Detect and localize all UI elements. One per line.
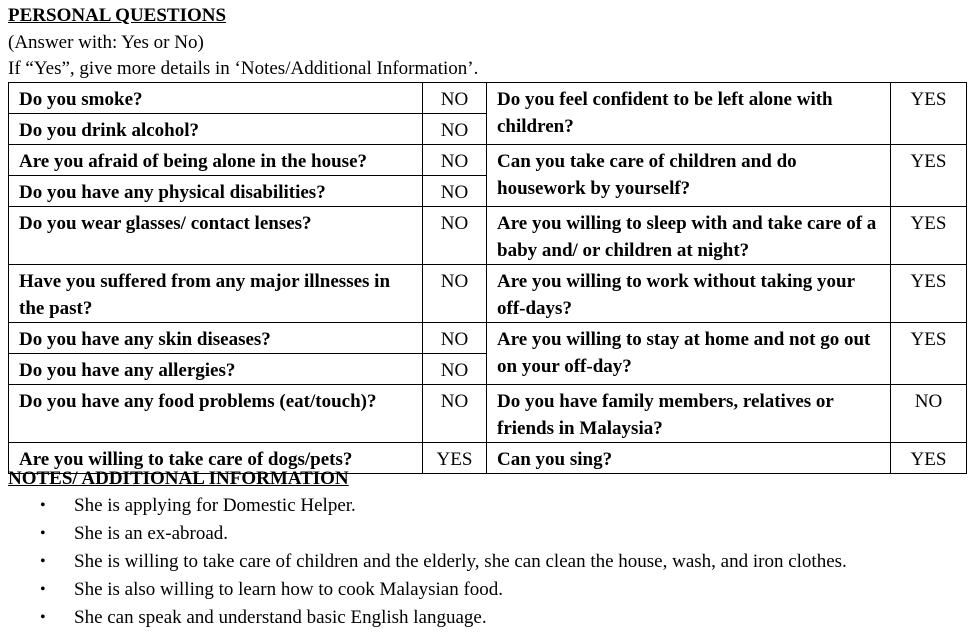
list-item (8, 548, 847, 576)
question-children-housework: Can you take care of children and do housework by yourself? (487, 145, 891, 207)
personal-questions-heading: PERSONAL QUESTIONS (8, 5, 227, 26)
table-row (9, 83, 967, 114)
bullet-icon: • (40, 525, 46, 542)
answer-afraid-alone: NO (423, 145, 487, 176)
table-row (9, 323, 967, 354)
answer-children-housework: YES (891, 145, 967, 207)
answer-instruction: (Answer with: Yes or No) (8, 32, 204, 53)
answer-alcohol: NO (423, 114, 487, 145)
personal-questions-table (8, 82, 967, 474)
answer-smoke: NO (423, 83, 487, 114)
answer-pets: YES (423, 443, 487, 474)
details-instruction: If “Yes”, give more details in ‘Notes/Additional Information’. (8, 58, 479, 79)
list-item (8, 492, 847, 520)
question-disabilities: Do you have any physical disabilities? (9, 176, 423, 207)
table-row (9, 265, 967, 323)
notes-list (8, 492, 847, 632)
question-sing: Can you sing? (487, 443, 891, 474)
list-item (8, 576, 847, 604)
note-text: She is willing to take care of children and the elderly, she can clean the house, wash, and iron clothes. (74, 551, 847, 572)
question-alcohol: Do you drink alcohol? (9, 114, 423, 145)
question-family-malaysia: Do you have family members, relatives or friends in Malaysia? (487, 385, 891, 443)
answer-family-malaysia: NO (891, 385, 967, 443)
answer-skin-diseases: NO (423, 323, 487, 354)
answer-no-off-days: YES (891, 265, 967, 323)
question-glasses: Do you wear glasses/ contact lenses? (9, 207, 423, 265)
answer-food-problems: NO (423, 385, 487, 443)
answer-alone-children: YES (891, 83, 967, 145)
note-text: She can speak and understand basic English language. (74, 607, 487, 628)
question-pets: Are you willing to take care of dogs/pets? (9, 443, 423, 474)
answer-night-care: YES (891, 207, 967, 265)
answer-disabilities: NO (423, 176, 487, 207)
question-allergies: Do you have any allergies? (9, 354, 423, 385)
question-alone-children: Do you feel confident to be left alone with children? (487, 83, 891, 145)
note-text: She is also willing to learn how to cook Malaysian food. (74, 579, 504, 600)
list-item (8, 520, 847, 548)
question-afraid-alone: Are you afraid of being alone in the house? (9, 145, 423, 176)
question-stay-home: Are you willing to stay at home and not go out on your off-day? (487, 323, 891, 385)
answer-glasses: NO (423, 207, 487, 265)
question-no-off-days: Are you willing to work without taking your off-days? (487, 265, 891, 323)
answer-sing: YES (891, 443, 967, 474)
question-skin-diseases: Do you have any skin diseases? (9, 323, 423, 354)
bullet-icon: • (40, 581, 46, 598)
table-row (9, 207, 967, 265)
notes-heading: NOTES/ ADDITIONAL INFORMATION (8, 468, 349, 489)
bullet-icon: • (40, 553, 46, 570)
bullet-icon: • (40, 497, 46, 514)
question-food-problems: Do you have any food problems (eat/touch)? (9, 385, 423, 443)
answer-allergies: NO (423, 354, 487, 385)
question-illnesses: Have you suffered from any major illnesses in the past? (9, 265, 423, 323)
question-smoke: Do you smoke? (9, 83, 423, 114)
note-text: She is applying for Domestic Helper. (74, 495, 356, 516)
table-row (9, 145, 967, 176)
bullet-icon: • (40, 609, 46, 626)
question-night-care: Are you willing to sleep with and take care of a baby and/ or children at night? (487, 207, 891, 265)
answer-stay-home: YES (891, 323, 967, 385)
table-row (9, 385, 967, 443)
note-text: She is an ex-abroad. (74, 523, 229, 544)
list-item (8, 604, 847, 632)
answer-illnesses: NO (423, 265, 487, 323)
